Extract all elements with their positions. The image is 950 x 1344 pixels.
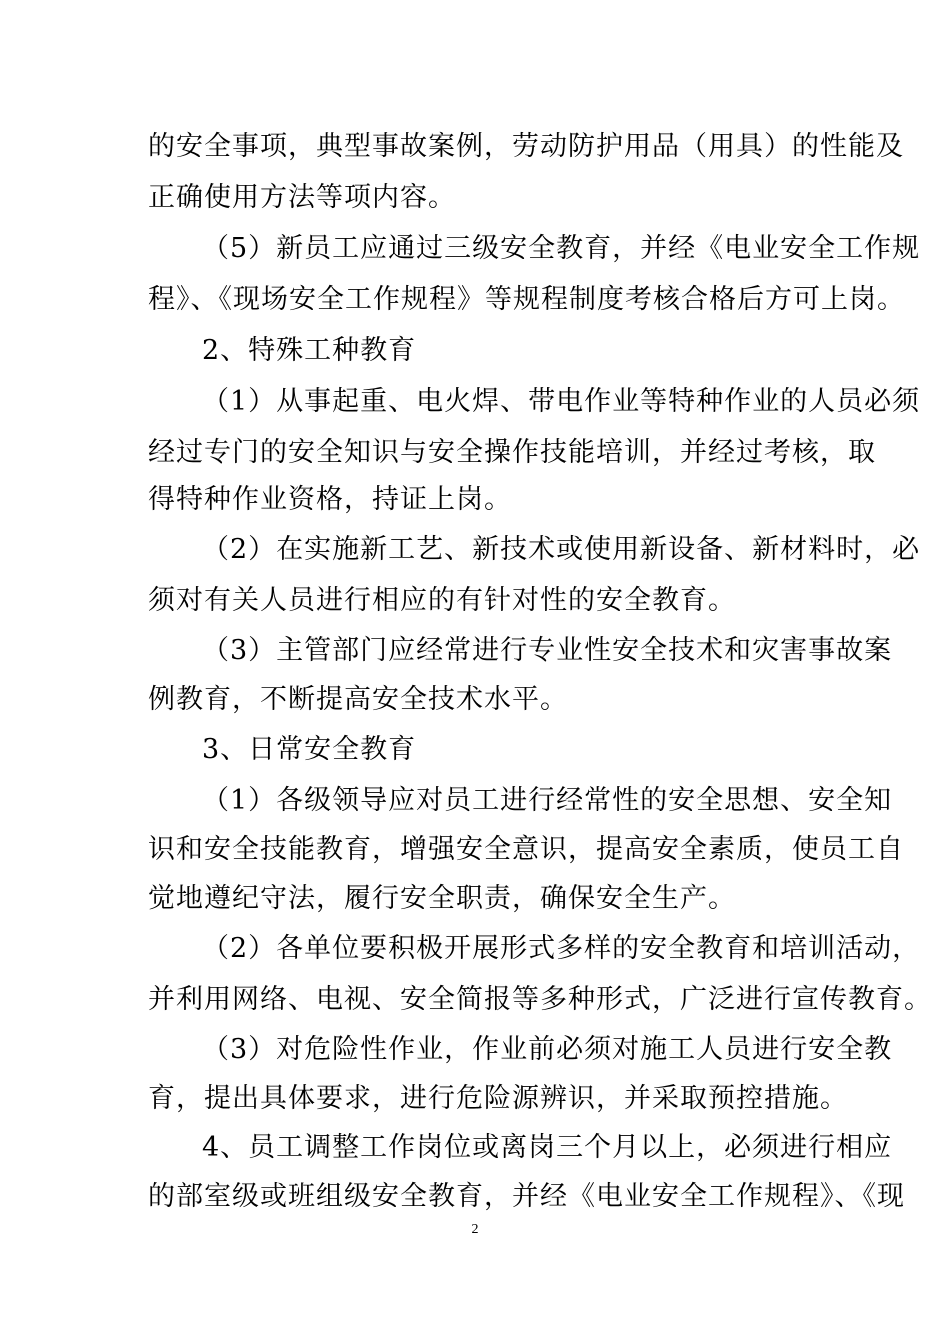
section-heading: 2、特殊工种教育 xyxy=(202,335,417,366)
text-line: 须对有关人员进行相应的有针对性的安全教育。 xyxy=(148,585,736,616)
text-line: 经过专门的安全知识与安全操作技能培训，并经过考核，取 xyxy=(148,437,876,468)
page-number: 2 xyxy=(471,1222,479,1237)
text-line: 并利用网络、电视、安全简报等多种形式，广泛进行宣传教育。 xyxy=(148,984,932,1015)
section-heading: 3、日常安全教育 xyxy=(202,734,417,765)
text-line: 觉地遵纪守法，履行安全职责，确保安全生产。 xyxy=(148,883,736,914)
text-line: 的部室级或班组级安全教育，并经《电业安全工作规程》、《现 xyxy=(148,1181,905,1212)
text-line: 例教育，不断提高安全技术水平。 xyxy=(148,684,568,715)
text-line: 育，提出具体要求，进行危险源辨识，并采取预控措施。 xyxy=(148,1083,848,1114)
text-line: （3）主管部门应经常进行专业性安全技术和灾害事故案 xyxy=(202,635,893,666)
text-line: 程》、《现场安全工作规程》等规程制度考核合格后方可上岗。 xyxy=(148,284,905,315)
text-line: （2）各单位要积极开展形式多样的安全教育和培训活动， xyxy=(202,933,921,964)
text-line: （2）在实施新工艺、新技术或使用新设备、新材料时，必 xyxy=(202,534,921,565)
text-line: 4、员工调整工作岗位或离岗三个月以上，必须进行相应 xyxy=(202,1132,893,1163)
text-line: 的安全事项，典型事故案例，劳动防护用品（用具）的性能及 xyxy=(148,131,904,162)
text-line: （3）对危险性作业，作业前必须对施工人员进行安全教 xyxy=(202,1034,893,1065)
text-line: （5）新员工应通过三级安全教育，并经《电业安全工作规 xyxy=(202,233,921,264)
text-line: 得特种作业资格，持证上岗。 xyxy=(148,484,512,515)
text-line: （1）各级领导应对员工进行经常性的安全思想、安全知 xyxy=(202,785,893,816)
text-line: 识和安全技能教育，增强安全意识，提高安全素质，使员工自 xyxy=(148,834,904,865)
text-line: （1）从事起重、电火焊、带电作业等特种作业的人员必须 xyxy=(202,386,921,417)
text-line: 正确使用方法等项内容。 xyxy=(148,182,456,213)
